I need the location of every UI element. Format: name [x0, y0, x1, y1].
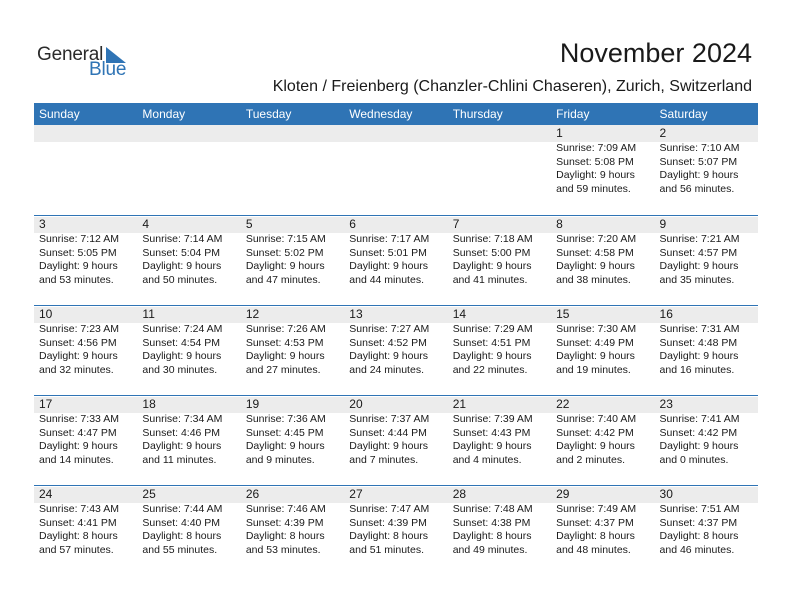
calendar-day-cell[interactable] — [241, 306, 344, 396]
weekday-sunday: Sunday — [39, 107, 80, 121]
calendar-day-cell[interactable] — [344, 486, 447, 576]
day-number: 9 — [659, 217, 667, 231]
daylight-minutes: and 56 minutes. — [659, 182, 735, 195]
daylight-hours: Daylight: 9 hours — [659, 350, 739, 362]
daylight-minutes: and 11 minutes. — [142, 453, 217, 466]
day-number: 5 — [245, 217, 253, 231]
daylight-hours: Daylight: 8 hours — [349, 530, 429, 542]
sunset-time: Sunset: 4:56 PM — [39, 336, 117, 349]
sunset-time: Sunset: 4:46 PM — [142, 426, 221, 439]
sunset-time: Sunset: 4:54 PM — [142, 336, 221, 349]
sunset-time: Sunset: 4:45 PM — [245, 426, 324, 439]
daylight-minutes: and 0 minutes. — [659, 453, 729, 466]
day-number: 2 — [659, 126, 667, 140]
daylight-hours: Daylight: 9 hours — [39, 260, 118, 272]
sunrise-time: Sunrise: 7:36 AM — [245, 413, 326, 425]
daylight-minutes: and 53 minutes. — [39, 273, 114, 286]
sunrise-time: Sunrise: 7:41 AM — [659, 413, 740, 425]
daylight-hours: Daylight: 9 hours — [452, 440, 532, 452]
sunset-time: Sunset: 5:00 PM — [452, 246, 531, 259]
sunrise-time: Sunrise: 7:44 AM — [142, 503, 223, 515]
day-number: 19 — [245, 397, 260, 411]
daylight-hours: Daylight: 8 hours — [556, 530, 635, 542]
calendar-day-cell[interactable] — [551, 125, 654, 215]
daylight-minutes: and 30 minutes. — [142, 363, 218, 376]
day-number: 10 — [39, 307, 53, 321]
sunset-time: Sunset: 4:39 PM — [349, 516, 427, 529]
calendar-day-cell[interactable] — [655, 125, 758, 215]
location-subtitle: Kloten / Freienberg (Chanzler-Chlini Chaseren), Zurich, Switzerland — [272, 78, 752, 95]
sunset-time: Sunset: 4:39 PM — [245, 516, 324, 529]
sunrise-time: Sunrise: 7:23 AM — [39, 323, 119, 335]
calendar-week-row — [34, 395, 758, 485]
sunset-time: Sunset: 4:58 PM — [556, 246, 634, 259]
sunrise-time: Sunrise: 7:24 AM — [142, 323, 223, 335]
daylight-minutes: and 44 minutes. — [349, 273, 424, 286]
calendar-day-cell[interactable] — [551, 306, 654, 396]
calendar-day-cell[interactable] — [344, 396, 447, 486]
day-number: 12 — [245, 307, 260, 321]
sunrise-time: Sunrise: 7:37 AM — [349, 413, 430, 425]
daylight-hours: Daylight: 9 hours — [142, 440, 222, 452]
calendar-day-cell[interactable] — [551, 396, 654, 486]
calendar-day-cell[interactable] — [241, 486, 344, 576]
weekday-saturday: Saturday — [659, 107, 708, 121]
daylight-minutes: and 41 minutes. — [452, 273, 528, 286]
day-number: 23 — [659, 397, 673, 411]
daylight-hours: Daylight: 9 hours — [556, 440, 635, 452]
daylight-minutes: and 2 minutes. — [556, 453, 625, 466]
daylight-minutes: and 9 minutes. — [245, 453, 315, 466]
daylight-hours: Daylight: 8 hours — [142, 530, 222, 542]
daylight-hours: Daylight: 9 hours — [245, 350, 325, 362]
sunrise-time: Sunrise: 7:46 AM — [245, 503, 326, 515]
sunset-time: Sunset: 4:52 PM — [349, 336, 427, 349]
daylight-hours: Daylight: 9 hours — [659, 169, 739, 181]
sunset-time: Sunset: 4:37 PM — [556, 516, 634, 529]
sunrise-time: Sunrise: 7:43 AM — [39, 503, 119, 515]
calendar-day-cell — [448, 125, 551, 215]
sunrise-time: Sunrise: 7:17 AM — [349, 233, 430, 245]
daylight-hours: Daylight: 9 hours — [556, 350, 635, 362]
sunset-time: Sunset: 4:38 PM — [452, 516, 531, 529]
sunset-time: Sunset: 4:42 PM — [556, 426, 634, 439]
daylight-hours: Daylight: 9 hours — [245, 440, 325, 452]
daylight-hours: Daylight: 9 hours — [39, 440, 118, 452]
sunset-time: Sunset: 5:07 PM — [659, 155, 738, 168]
day-number: 30 — [659, 487, 673, 501]
sunrise-time: Sunrise: 7:29 AM — [452, 323, 533, 335]
daylight-minutes: and 59 minutes. — [556, 182, 631, 195]
day-number: 13 — [349, 307, 363, 321]
daylight-minutes: and 51 minutes. — [349, 543, 424, 556]
sunset-time: Sunset: 4:51 PM — [452, 336, 531, 349]
calendar-day-cell[interactable] — [655, 306, 758, 396]
calendar-day-cell[interactable] — [137, 396, 240, 486]
calendar-day-cell[interactable] — [34, 396, 137, 486]
daylight-hours: Daylight: 9 hours — [452, 260, 532, 272]
daylight-hours: Daylight: 9 hours — [349, 260, 429, 272]
daylight-hours: Daylight: 9 hours — [142, 260, 222, 272]
calendar-day-cell[interactable] — [448, 396, 551, 486]
daylight-minutes: and 22 minutes. — [452, 363, 528, 376]
day-number: 27 — [349, 487, 363, 501]
sunrise-time: Sunrise: 7:15 AM — [245, 233, 326, 245]
sunset-time: Sunset: 4:48 PM — [659, 336, 738, 349]
day-number: 3 — [39, 217, 46, 231]
daylight-minutes: and 53 minutes. — [245, 543, 321, 556]
day-number: 17 — [39, 397, 53, 411]
day-number: 24 — [39, 487, 53, 501]
sunrise-time: Sunrise: 7:33 AM — [39, 413, 119, 425]
daylight-minutes: and 14 minutes. — [39, 453, 114, 466]
daylight-minutes: and 32 minutes. — [39, 363, 114, 376]
sunset-time: Sunset: 4:41 PM — [39, 516, 117, 529]
day-number: 28 — [452, 487, 467, 501]
daylight-hours: Daylight: 9 hours — [659, 260, 739, 272]
sunrise-time: Sunrise: 7:27 AM — [349, 323, 430, 335]
sunrise-time: Sunrise: 7:51 AM — [659, 503, 740, 515]
daylight-minutes: and 7 minutes. — [349, 453, 419, 466]
daylight-hours: Daylight: 8 hours — [245, 530, 325, 542]
sunset-time: Sunset: 4:57 PM — [659, 246, 738, 259]
calendar-week-row — [34, 485, 758, 575]
sunrise-time: Sunrise: 7:21 AM — [659, 233, 740, 245]
weekday-thursday: Thursday — [452, 107, 503, 121]
sunrise-time: Sunrise: 7:30 AM — [556, 323, 637, 335]
calendar-day-cell[interactable] — [551, 216, 654, 306]
sunrise-time: Sunrise: 7:10 AM — [659, 142, 740, 154]
weekday-tuesday: Tuesday — [245, 107, 292, 121]
weekday-wednesday: Wednesday — [349, 107, 413, 121]
calendar-week-row — [34, 305, 758, 395]
sunset-time: Sunset: 4:43 PM — [452, 426, 531, 439]
sunset-time: Sunset: 5:08 PM — [556, 155, 634, 168]
day-number: 16 — [659, 307, 673, 321]
sunset-time: Sunset: 4:40 PM — [142, 516, 221, 529]
calendar-day-cell[interactable] — [655, 486, 758, 576]
calendar-grid — [34, 125, 758, 575]
sunset-time: Sunset: 5:04 PM — [142, 246, 221, 259]
logo-blue-text: Blue — [89, 59, 127, 80]
sunrise-time: Sunrise: 7:09 AM — [556, 142, 637, 154]
page-title: November 2024 — [559, 38, 752, 68]
sunrise-time: Sunrise: 7:26 AM — [245, 323, 326, 335]
sunset-time: Sunset: 4:49 PM — [556, 336, 634, 349]
daylight-hours: Daylight: 9 hours — [556, 169, 635, 181]
day-number: 1 — [556, 126, 563, 140]
daylight-minutes: and 19 minutes. — [556, 363, 631, 376]
sunset-time: Sunset: 4:47 PM — [39, 426, 117, 439]
sunset-time: Sunset: 4:37 PM — [659, 516, 738, 529]
weekday-friday: Friday — [556, 107, 590, 121]
sunset-time: Sunset: 4:44 PM — [349, 426, 427, 439]
day-number: 11 — [142, 307, 155, 321]
logo-general-text: General — [37, 44, 104, 65]
daylight-hours: Daylight: 9 hours — [349, 350, 429, 362]
daylight-minutes: and 47 minutes. — [245, 273, 321, 286]
sunset-time: Sunset: 4:53 PM — [245, 336, 324, 349]
sunset-time: Sunset: 4:42 PM — [659, 426, 738, 439]
calendar-day-cell[interactable] — [655, 216, 758, 306]
sunset-time: Sunset: 5:01 PM — [349, 246, 427, 259]
calendar-day-cell[interactable] — [448, 216, 551, 306]
calendar-day-cell[interactable] — [137, 306, 240, 396]
daylight-minutes: and 55 minutes. — [142, 543, 218, 556]
weekday-monday: Monday — [142, 107, 186, 121]
daylight-minutes: and 46 minutes. — [659, 543, 735, 556]
calendar-day-cell[interactable] — [448, 306, 551, 396]
sunrise-time: Sunrise: 7:34 AM — [142, 413, 223, 425]
daylight-hours: Daylight: 9 hours — [245, 260, 325, 272]
calendar-day-cell[interactable] — [655, 396, 758, 486]
daylight-hours: Daylight: 9 hours — [659, 440, 739, 452]
day-number: 26 — [245, 487, 260, 501]
day-number: 6 — [349, 217, 356, 231]
daylight-hours: Daylight: 8 hours — [452, 530, 532, 542]
daylight-minutes: and 49 minutes. — [452, 543, 528, 556]
calendar-week-row — [34, 215, 758, 305]
calendar-week-row — [34, 125, 758, 215]
sunrise-time: Sunrise: 7:47 AM — [349, 503, 430, 515]
sunrise-time: Sunrise: 7:12 AM — [39, 233, 119, 245]
daylight-minutes: and 50 minutes. — [142, 273, 218, 286]
sunset-time: Sunset: 5:02 PM — [245, 246, 324, 259]
calendar-day-cell[interactable] — [448, 486, 551, 576]
calendar-day-cell[interactable] — [34, 216, 137, 306]
calendar-day-cell — [241, 125, 344, 215]
calendar-day-cell — [34, 125, 137, 215]
sunrise-time: Sunrise: 7:20 AM — [556, 233, 637, 245]
daylight-hours: Daylight: 8 hours — [659, 530, 739, 542]
day-number: 18 — [142, 397, 156, 411]
calendar-day-cell[interactable] — [137, 486, 240, 576]
daylight-minutes: and 35 minutes. — [659, 273, 735, 286]
day-number: 20 — [349, 397, 363, 411]
calendar-day-cell[interactable] — [137, 216, 240, 306]
day-number: 15 — [556, 307, 570, 321]
daylight-hours: Daylight: 9 hours — [452, 350, 532, 362]
daylight-minutes: and 57 minutes. — [39, 543, 114, 556]
calendar-day-cell — [344, 125, 447, 215]
day-number: 22 — [556, 397, 570, 411]
daylight-hours: Daylight: 9 hours — [39, 350, 118, 362]
calendar-day-cell[interactable] — [34, 486, 137, 576]
brand-logo — [37, 44, 137, 84]
day-number: 25 — [142, 487, 156, 501]
calendar-day-cell[interactable] — [344, 216, 447, 306]
weekday-header — [34, 103, 758, 125]
sunrise-time: Sunrise: 7:49 AM — [556, 503, 637, 515]
sunset-time: Sunset: 5:05 PM — [39, 246, 117, 259]
calendar-day-cell[interactable] — [551, 486, 654, 576]
daylight-minutes: and 24 minutes. — [349, 363, 424, 376]
daylight-minutes: and 4 minutes. — [452, 453, 522, 466]
daylight-hours: Daylight: 9 hours — [349, 440, 429, 452]
calendar-day-cell[interactable] — [241, 396, 344, 486]
sunrise-time: Sunrise: 7:18 AM — [452, 233, 533, 245]
calendar-day-cell[interactable] — [344, 306, 447, 396]
day-number: 21 — [452, 397, 467, 411]
calendar-day-cell — [137, 125, 240, 215]
day-number: 7 — [452, 217, 460, 231]
sunrise-time: Sunrise: 7:40 AM — [556, 413, 637, 425]
sunrise-time: Sunrise: 7:48 AM — [452, 503, 533, 515]
daylight-hours: Daylight: 8 hours — [39, 530, 118, 542]
sunrise-time: Sunrise: 7:39 AM — [452, 413, 533, 425]
daylight-minutes: and 48 minutes. — [556, 543, 631, 556]
calendar-day-cell[interactable] — [241, 216, 344, 306]
daylight-minutes: and 38 minutes. — [556, 273, 631, 286]
calendar-day-cell[interactable] — [34, 306, 137, 396]
daylight-minutes: and 16 minutes. — [659, 363, 735, 376]
day-number: 8 — [556, 217, 563, 231]
daylight-hours: Daylight: 9 hours — [142, 350, 222, 362]
daylight-minutes: and 27 minutes. — [245, 363, 321, 376]
day-number: 4 — [142, 217, 150, 231]
day-number: 14 — [452, 307, 467, 321]
day-number: 29 — [556, 487, 570, 501]
daylight-hours: Daylight: 9 hours — [556, 260, 635, 272]
sunrise-time: Sunrise: 7:31 AM — [659, 323, 740, 335]
sunrise-time: Sunrise: 7:14 AM — [142, 233, 223, 245]
